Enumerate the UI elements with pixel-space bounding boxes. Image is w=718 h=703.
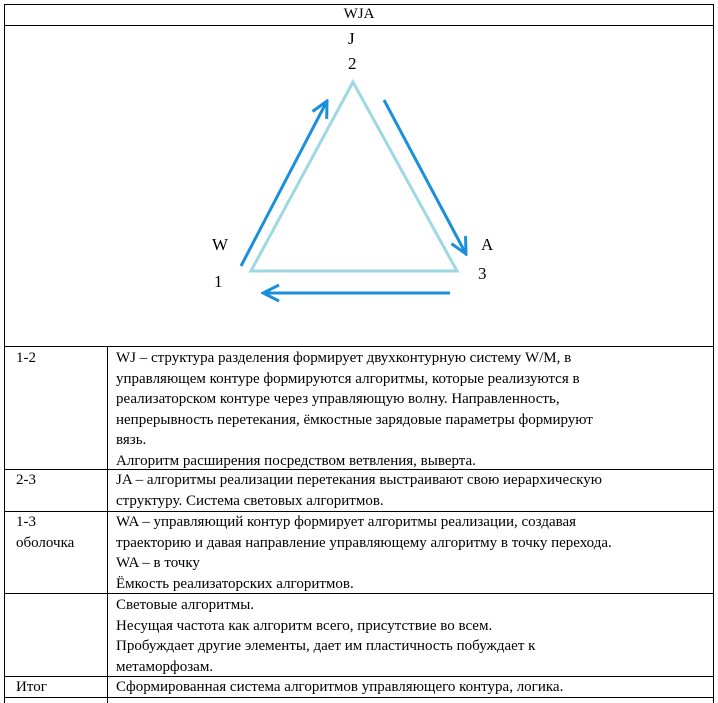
vertex-j-letter: J	[348, 29, 355, 48]
row-label: Итог	[16, 679, 47, 695]
arrow-j-to-a	[384, 100, 466, 254]
row-text: Световые алгоритмы. Несущая частота как алгоритм всего, присутствие во всем. Пробуждает другие элементы, дает им пластичность побуждает к метаморфозам.	[116, 597, 536, 675]
vertex-w-letter: W	[212, 235, 229, 254]
vertex-w-number: 1	[214, 272, 223, 291]
row-text: WA – управляющий контур формирует алгоритмы реализации, создавая траекторию и давая направление управляющему алгоритму в точку перехода. WA – в точку Ёмкость реализаторских алгоритмов.	[116, 514, 612, 592]
vertex-a-number: 3	[478, 264, 487, 283]
arrow-w-to-j	[241, 101, 327, 266]
vertex-j-number: 2	[348, 54, 357, 73]
row-label: 1-2	[16, 350, 36, 366]
table-title: WJA	[343, 6, 375, 22]
border-column	[107, 346, 108, 703]
vertex-a-letter: A	[481, 235, 494, 254]
border-diagram	[4, 346, 714, 347]
row-text: Сформированная система алгоритмов управляющего контура, логика.	[116, 679, 564, 695]
row-text: WJ – структура разделения формирует двухконтурную систему W/M, в управляющем контуре формируются алгоритмы, которые реализуются в реализаторском контуре через управляющую волну. Направленность, непрерывность перетекания, ёмкостные зарядовые параметры формируют вязь. Алгоритм расширения посредством ветвления, выверта.	[116, 350, 593, 469]
row-label: 1-3 оболочка	[16, 514, 75, 551]
triangle-diagram	[0, 0, 718, 346]
row-text: JA – алгоритмы реализации перетекания выстраивают свою иерархическую структуру. Система световых алгоритмов.	[116, 472, 602, 509]
row-label: 2-3	[16, 472, 36, 488]
